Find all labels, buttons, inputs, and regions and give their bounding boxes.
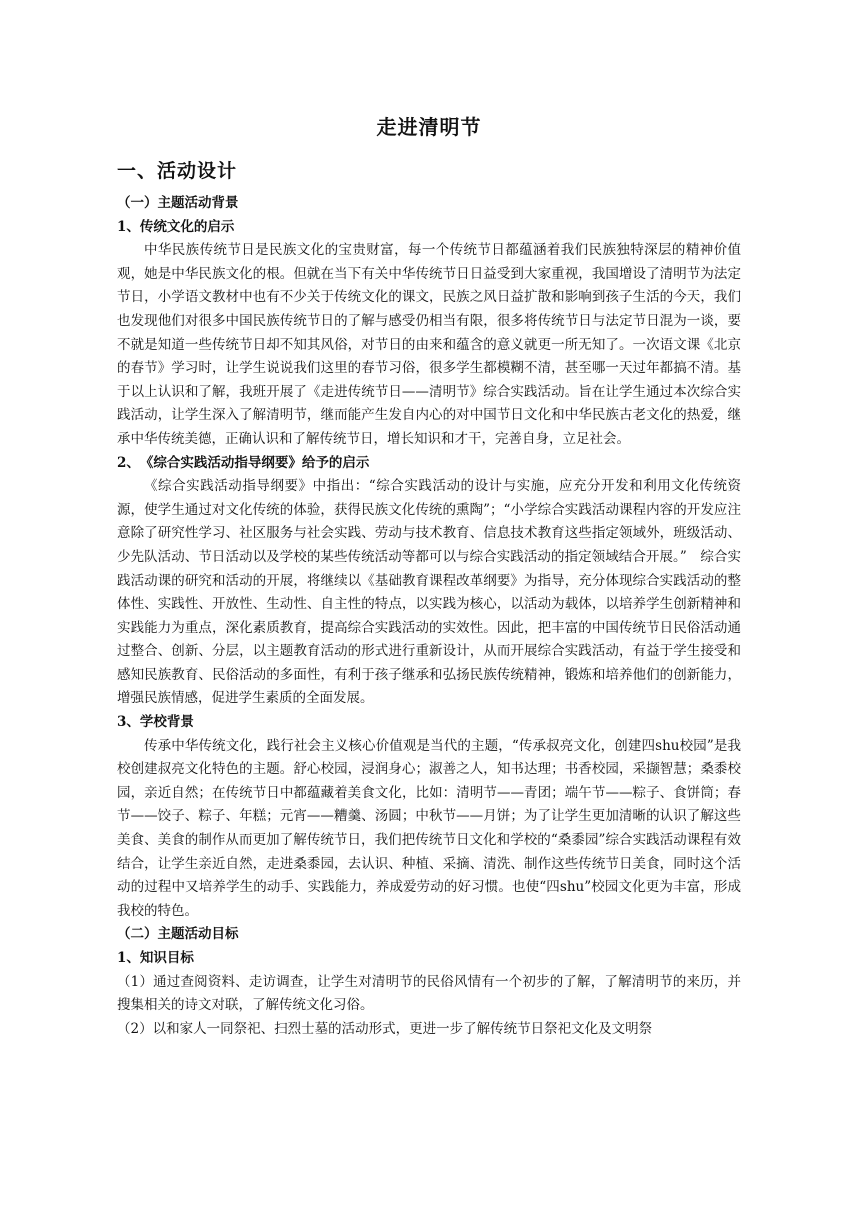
paragraph-school-background: 传承中华传统文化，践行社会主义核心价值观是当代的主题，“传承叔亮文化，创建四shu校园”是我校创建叔亮文化特色的主题。舒心校园，浸润身心；淑善之人，知书达理；书香校园，采撷智慧；桑黍校园，亲近自然；在传统节日中都蕴藏着美食文化，比如：清明节——青团；端午节——粽子、食饼筒；春节——饺子、粽子、年糕；元宵——糟羹、汤圆；中秋节——月饼；为了让学生更加清晰的认识了解这些美食、美食的制作从而更加了解传统节日，我们把传统节日文化和学校的“桑黍园”综合实践活动课程有效结合，让学生亲近自然，走进桑黍园，去认识、种植、采摘、清洗、制作这些传统节日美食，同时这个活动的过程中又培养学生的动手、实践能力，养成爱劳动的好习惯。也使“四shu”校园文化更为丰富，形成我校的特色。 (117, 737, 741, 919)
heading-school-background: 3、学校背景 (117, 714, 194, 731)
goal-item-1: （1）通过查阅资料、走访调查，让学生对清明节的民俗风情有一个初步的了解，了解清明节的来历，并搜集相关的诗文对联，了解传统文化习俗。 (117, 973, 741, 1014)
goal-item-2: （2）以和家人一同祭祀、扫烈士墓的活动形式，更进一步了解传统节日祭祀文化及文明祭 (117, 1020, 653, 1037)
heading-guidelines: 2、 《综合实践活动指导纲要》给予的启示 (117, 454, 370, 471)
heading-knowledge-goals: 1、知识目标 (117, 950, 194, 966)
document-body (117, 112, 741, 1041)
section-heading-activity-design: 一、活动设计 (117, 160, 238, 182)
paragraph-traditional-culture: 中华民族传统节日是民族文化的宝贵财富，每一个传统节日都蕴涵着我们民族独特深层的精神价值观，她是中华民族文化的根。但就在当下有关中华传统节日日益受到大家重视，我国增设了清明节为法定节日，小学语文教材中也有不少关于传统文化的课文，民族之风日益扩散和影响到孩子生活的今天，我们也发现他们对很多中国民族传统节日的了解与感受仍相当有限，很多将传统节日与法定节日混为一谈，要不就是知道一些传统节日却不知其风俗，对节日的由来和蕴含的意义就更一所无知了。一次语文课《北京的春节》学习时，让学生说说我们这里的春节习俗，很多学生都模糊不清，甚至哪一天过年都搞不清。基于以上认识和了解，我班开展了《走进传统节日——清明节》综合实践活动。旨在让学生通过本次综合实践活动，让学生深入了解清明节，继而能产生发自内心的对中国节日文化和中华民族古老文化的热爱，继承中华传统美德，正确认识和了解传统节日，增长知识和才干，完善自身，立足社会。 (117, 242, 741, 447)
paragraph-guidelines: 《综合实践活动指导纲要》中指出：“综合实践活动的设计与实施，应充分开发和利用文化传统资源，使学生通过对文化传统的体验，获得民族文化传统的熏陶”；“小学综合实践活动课程内容的开发应注意除了研究性学习、社区服务与社会实践、劳动与技术教育、信息技术教育这些指定领域外，班级活动、少先队活动、节日活动以及学校的某些传统活动等都可以与综合实践活动的指定领域结合开展。” 综合实践活动课的研究和活动的开展，将继续以《基础教育课程改革纲要》为指导，充分体现综合实践活动的整体性、实践性、开放性、生动性、自主性的特点，以实践为核心，以活动为载体，以培养学生创新精神和实践能力为重点，深化素质教育，提高综合实践活动的实效性。因此，把丰富的中国传统节日民俗活动通过整合、创新、分层，以主题教育活动的形式进行重新设计，从而开展综合实践活动，有益于学生接受和感知民族教育、民俗活动的多面性，有利于孩子继承和弘扬民族传统精神，锻炼和培养他们的创新能力，增强民族情感，促进学生素质的全面发展。 (117, 478, 741, 707)
subsection-heading-background: （一）主题活动背景 (117, 195, 239, 211)
document-title: 走进清明节 (376, 115, 482, 139)
subsection-heading-goals: （二）主题活动目标 (117, 926, 239, 943)
heading-traditional-culture: 1、传统文化的启示 (117, 218, 235, 235)
